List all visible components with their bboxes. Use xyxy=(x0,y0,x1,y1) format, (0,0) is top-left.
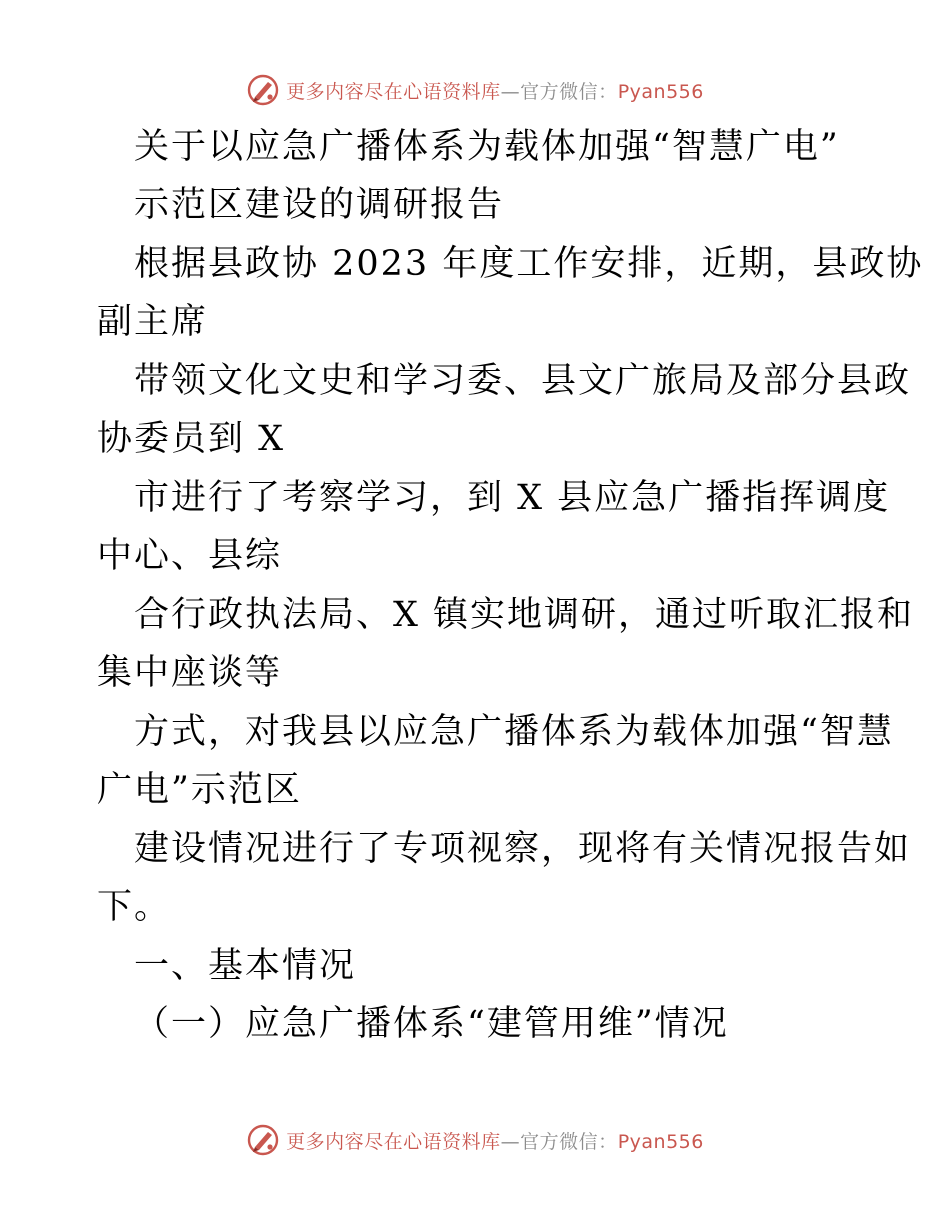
watermark-separator: — xyxy=(500,1130,521,1153)
paragraph-line: 合行政执法局、X 镇实地调研，通过听取汇报和 xyxy=(134,595,915,635)
watermark-text xyxy=(286,1127,704,1154)
paragraph-line: 广电”示范区 xyxy=(97,770,302,810)
watermark-official-label: 官方微信： xyxy=(520,80,618,103)
watermark-separator: — xyxy=(500,80,521,103)
document-title-line-2: 示范区建设的调研报告 xyxy=(134,185,505,225)
document-title-line-1: 关于以应急广播体系为载体加强“智慧广电” xyxy=(134,127,840,167)
paragraph-line: 市进行了考察学习，到 X 县应急广播指挥调度 xyxy=(134,478,891,518)
paragraph-line: 根据县政协 2023 年度工作安排，近期，县政协 xyxy=(134,244,924,284)
paragraph-line: 副主席 xyxy=(97,302,209,342)
paragraph-line: 带领文化文史和学习委、县文广旅局及部分县政 xyxy=(134,361,912,401)
watermark-wechat-id: Pyan556 xyxy=(617,1130,704,1153)
paragraph-line: 集中座谈等 xyxy=(97,653,283,693)
paragraph-line: 建设情况进行了专项视察，现将有关情况报告如 xyxy=(134,829,912,869)
section-heading: 一、基本情况 xyxy=(134,946,357,986)
watermark-official-label: 官方微信： xyxy=(520,1130,618,1153)
paragraph-line: 下。 xyxy=(97,887,172,927)
watermark-main-text: 更多内容尽在心语资料库 xyxy=(286,80,501,103)
subsection-heading: （一）应急广播体系“建管用维”情况 xyxy=(134,1004,729,1044)
pen-circle-icon xyxy=(246,1123,280,1157)
paragraph-line: 协委员到 X xyxy=(97,419,286,459)
footer-watermark xyxy=(0,1120,950,1160)
paragraph-line: 中心、县综 xyxy=(97,536,283,576)
paragraph-line: 方式，对我县以应急广播体系为载体加强“智慧 xyxy=(134,712,894,752)
watermark-wechat-id: Pyan556 xyxy=(617,80,704,103)
watermark-main-text: 更多内容尽在心语资料库 xyxy=(286,1130,501,1153)
